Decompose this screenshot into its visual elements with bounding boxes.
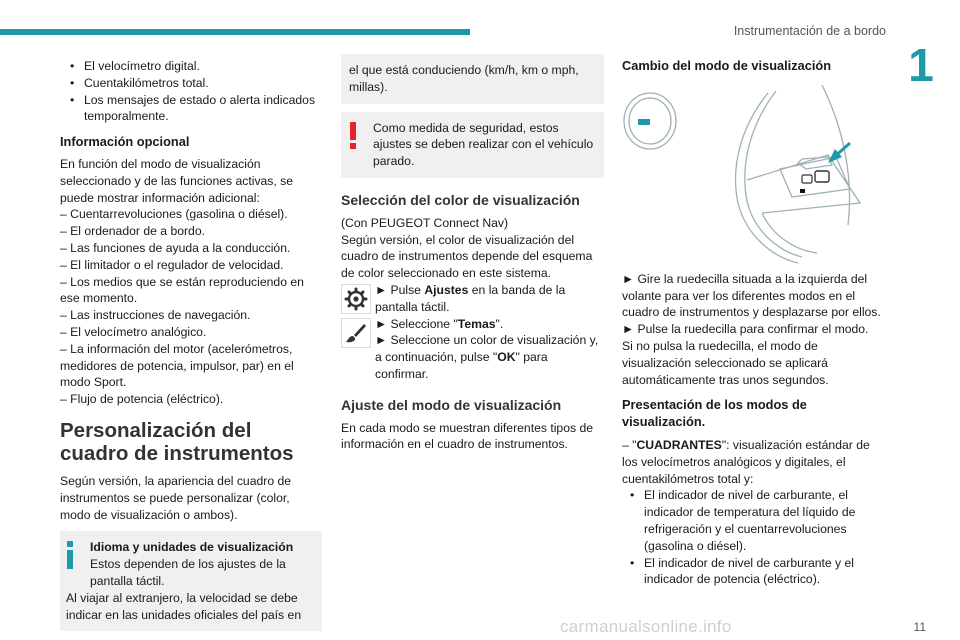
paint-brush-icon xyxy=(341,318,371,348)
column-1 xyxy=(60,58,322,639)
mode-dials: – "CUADRANTES": visualización estándar de los velocímetros analógicos y digitales, el cuentakilómetros total y: xyxy=(622,437,870,486)
section-text: Según versión, la apariencia del cuadro de instrumentos se puede personalizar (color, modo de visualización o ambos). xyxy=(60,473,292,522)
color-heading: Selección del color de visualización xyxy=(341,191,580,208)
step-settings xyxy=(341,282,604,316)
step-themes xyxy=(341,316,604,383)
instruction-press: ► Pulse la ruedecilla para confirmar el modo. xyxy=(622,322,869,337)
list-item: • El velocímetro digital. xyxy=(60,58,322,75)
info-box xyxy=(60,531,322,631)
step-bold: Temas xyxy=(457,316,496,331)
list-item: • Los mensajes de estado o alerta indicados temporalmente. xyxy=(60,92,322,126)
step-bold: OK xyxy=(497,350,516,365)
warning-text: Como medida de seguridad, estos ajustes se deben realizar con el vehículo parado. xyxy=(373,120,594,169)
change-mode-heading: Cambio del modo de visualización xyxy=(622,58,832,73)
instruction-turn: ► Gire la ruedecilla situada a la izquierda del volante para ver los diferentes modos en el cuadro de instrumentos y desplazarse por ellos. xyxy=(622,271,881,320)
list-item: • El indicador de nivel de carburante, el indicador de temperatura del líquido de refrigeración y el cuentarrevoluciones (gasolina o diésel). xyxy=(622,487,884,554)
color-text-1: (Con PEUGEOT Connect Nav) xyxy=(341,215,509,230)
warning-icon xyxy=(349,122,357,150)
list-item: – Cuentarrevoluciones (gasolina o diésel). xyxy=(60,207,288,222)
step-text: ► Seleccione un color de visualización y, a continuación, pulse " xyxy=(375,333,599,365)
step-text: ► Pulse xyxy=(375,282,425,297)
instruction-auto: Si no pulsa la ruedecilla, el modo de visualización seleccionado se aplicará automáticamente tras unos segundos. xyxy=(622,338,829,387)
color-text-2: Según versión, el color de visualización del cuadro de instrumentos depende del esquema de color seleccionado en este sistema. xyxy=(341,232,593,281)
steering-wheel-illustration xyxy=(622,85,884,265)
optional-info-heading: Información opcional xyxy=(60,134,190,150)
list-item: • El indicador de nivel de carburante y el indicador de potencia (eléctrico). xyxy=(622,555,884,589)
section-heading: Personalización del cuadro de instrumentos xyxy=(60,418,294,465)
list-item: – La información del motor (acelerómetros, medidores de potencia, impulsor, par) en el modo Sport. xyxy=(60,341,294,390)
step-text: en la banda de la pantalla táctil. xyxy=(375,282,566,314)
list-item: – Las instrucciones de navegación. xyxy=(60,308,251,323)
info-box-title: Idioma y unidades de visualización xyxy=(90,540,294,555)
list-item: – El ordenador de a bordo. xyxy=(60,224,206,239)
info-box-text: Estos dependen de los ajustes de la pantalla táctil. xyxy=(90,557,286,588)
step-text: ► Seleccione " xyxy=(375,316,458,331)
list-item: – Los medios que se están reproduciendo en ese momento. xyxy=(60,274,304,306)
info-icon xyxy=(66,541,74,569)
step-text: " para confirmar. xyxy=(375,350,548,381)
list-item: – Las funciones de ayuda a la conducción. xyxy=(60,240,291,255)
list-item: – El velocímetro analógico. xyxy=(60,324,207,339)
step-bold: Ajustes xyxy=(424,282,469,297)
watermark: carmanualsonline.info xyxy=(560,617,732,636)
settings-gear-icon xyxy=(341,284,371,314)
header-bar xyxy=(0,29,470,35)
info-box-text-2: Al viajar al extranjero, la velocidad se debe indicar en las unidades oficiales del país en xyxy=(66,590,302,622)
column-2 xyxy=(341,54,604,453)
chapter-number: 1 xyxy=(908,39,934,91)
header-title: Instrumentación de a bordo xyxy=(733,24,886,38)
step-text: ". xyxy=(495,316,504,331)
optional-info-intro: En función del modo de visualización seleccionado y de las funciones activas, se puede mostrar información adicional: xyxy=(60,156,294,205)
info-box-continued-text: el que está conduciendo (km/h, km o mph, millas). xyxy=(349,63,579,94)
list-item: – Flujo de potencia (eléctrico). xyxy=(60,392,224,407)
info-box-continued xyxy=(341,54,604,104)
mode-dials-name: CUADRANTES xyxy=(636,437,722,452)
list-item: • Cuentakilómetros total. xyxy=(60,75,322,92)
mode-heading: Ajuste del modo de visualización xyxy=(341,396,562,413)
column-3 xyxy=(622,58,884,588)
list-item: – El limitador o el regulador de velocidad. xyxy=(60,257,284,272)
presentation-heading: Presentación de los modos de visualización. xyxy=(622,397,807,430)
page-number: 11 xyxy=(913,620,926,634)
mode-text: En cada modo se muestran diferentes tipos de información en el cuadro de instrumentos. xyxy=(341,420,594,452)
warning-box xyxy=(341,112,604,178)
